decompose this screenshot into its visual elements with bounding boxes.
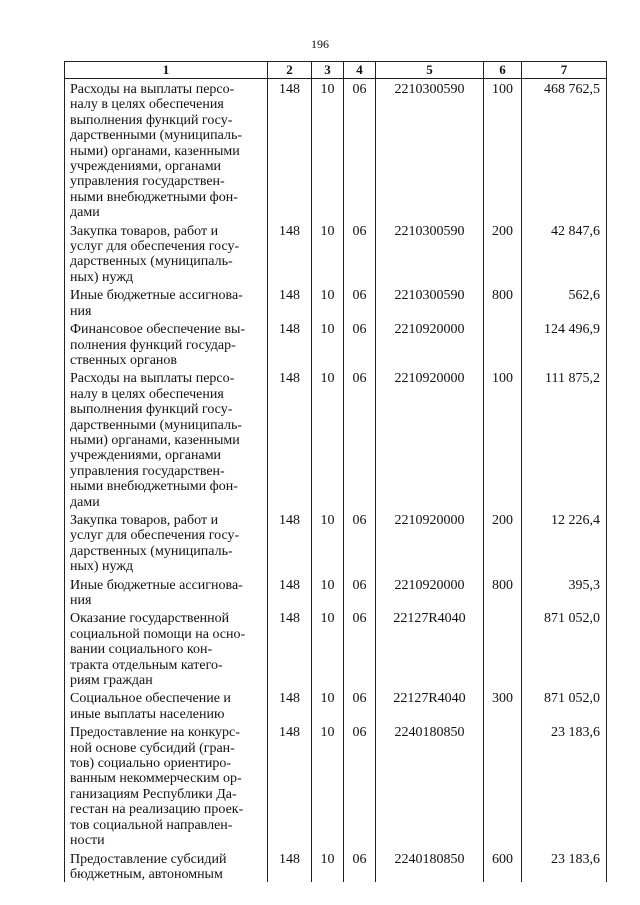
column-header: 5 [376, 62, 484, 79]
cell-c4: 06 [344, 849, 376, 883]
row-name-line: выполнения функций госу- [70, 402, 233, 418]
column-header: 3 [312, 62, 344, 79]
row-name-line: полнения функций государ- [70, 337, 236, 353]
cell-c2: 148 [268, 285, 312, 319]
cell-c6: 800 [484, 575, 522, 609]
row-name-line: услуг для обеспечения госу- [70, 528, 240, 544]
row-name-line: ванным некоммерческим ор- [70, 771, 242, 787]
cell-c3: 10 [312, 319, 344, 368]
cell-c5: 2210300590 [376, 79, 484, 221]
header-row [65, 62, 607, 79]
row-name [65, 575, 268, 609]
cell-c3: 10 [312, 608, 344, 688]
row-name [65, 722, 268, 848]
cell-c5: 22127R4040 [376, 688, 484, 722]
table-row [65, 510, 607, 575]
table-row [65, 368, 607, 510]
row-name-line: ности [70, 833, 105, 849]
cell-c5: 2210920000 [376, 510, 484, 575]
row-name-line: ных) нужд [70, 269, 134, 285]
row-name [65, 608, 268, 688]
table-row [65, 608, 607, 688]
row-name-line: Предоставление на конкурс- [70, 725, 240, 741]
column-header: 1 [65, 62, 268, 79]
row-name-line: Оказание государственной [70, 611, 230, 627]
row-name-line: ной основе субсидий (гран- [70, 740, 235, 756]
row-name [65, 688, 268, 722]
row-name-line: дами [70, 205, 100, 221]
cell-c3: 10 [312, 722, 344, 848]
row-name-line: ственных органов [70, 352, 178, 368]
table-row [65, 285, 607, 319]
row-name-line: Расходы на выплаты персо- [70, 82, 235, 97]
row-name-line: Социальное обеспечение и [70, 691, 231, 707]
cell-c5: 2240180850 [376, 849, 484, 883]
cell-c2: 148 [268, 688, 312, 722]
row-name-line: Расходы на выплаты персо- [70, 371, 235, 387]
cell-c7: 468 762,5 [522, 79, 607, 221]
cell-c7: 871 052,0 [522, 688, 607, 722]
row-name-line: тов социальной направлен- [70, 817, 233, 833]
cell-c4: 06 [344, 510, 376, 575]
row-name-line: ными внебюджетными фон- [70, 479, 238, 495]
row-name-line: ными внебюджетными фон- [70, 189, 238, 205]
cell-c4: 06 [344, 285, 376, 319]
cell-c6: 100 [484, 79, 522, 221]
row-name-line: ния [70, 303, 92, 319]
cell-c5: 2210920000 [376, 575, 484, 609]
cell-c2: 148 [268, 722, 312, 848]
cell-c6 [484, 319, 522, 368]
column-header: 6 [484, 62, 522, 79]
cell-c4: 06 [344, 575, 376, 609]
table-body [65, 79, 607, 883]
cell-c6: 200 [484, 510, 522, 575]
cell-c4: 06 [344, 79, 376, 221]
cell-c2: 148 [268, 319, 312, 368]
column-header: 7 [522, 62, 607, 79]
row-name [65, 368, 268, 510]
row-name-line: дарственными (муниципаль- [70, 128, 243, 144]
cell-c2: 148 [268, 79, 312, 221]
cell-c7: 395,3 [522, 575, 607, 609]
cell-c5: 2210920000 [376, 319, 484, 368]
table-row [65, 575, 607, 609]
row-name-line: выполнения функций госу- [70, 112, 233, 128]
cell-c2: 148 [268, 221, 312, 286]
row-name-line: учреждениями, органами [70, 448, 222, 464]
cell-c3: 10 [312, 688, 344, 722]
cell-c3: 10 [312, 368, 344, 510]
row-name-line: ными) органами, казенными [70, 432, 240, 448]
column-header: 2 [268, 62, 312, 79]
table-row [65, 79, 607, 221]
cell-c4: 06 [344, 319, 376, 368]
cell-c2: 148 [268, 368, 312, 510]
budget-table [64, 61, 607, 882]
row-name-line: услуг для обеспечения госу- [70, 239, 240, 255]
cell-c7: 23 183,6 [522, 722, 607, 848]
cell-c7: 42 847,6 [522, 221, 607, 286]
cell-c6: 200 [484, 221, 522, 286]
cell-c5: 22127R4040 [376, 608, 484, 688]
row-name-line: дарственных (муниципаль- [70, 254, 233, 270]
row-name-line: дарственными (муниципаль- [70, 417, 243, 433]
cell-c5: 2240180850 [376, 722, 484, 848]
cell-c2: 148 [268, 849, 312, 883]
row-name-line: Финансовое обеспечение вы- [70, 322, 246, 338]
page-number: 196 [311, 37, 329, 51]
table-row [65, 319, 607, 368]
cell-c6: 100 [484, 368, 522, 510]
cell-c2: 148 [268, 575, 312, 609]
row-name-line: Иные бюджетные ассигнова- [70, 288, 243, 304]
cell-c7: 871 052,0 [522, 608, 607, 688]
row-name-line: ных) нужд [70, 559, 134, 575]
row-name-line: управления государствен- [70, 174, 225, 190]
row-name-line: вании социального кон- [70, 642, 213, 658]
row-name-line: Предоставление субсидий [70, 851, 227, 867]
cell-c4: 06 [344, 722, 376, 848]
cell-c3: 10 [312, 285, 344, 319]
cell-c6: 800 [484, 285, 522, 319]
cell-c4: 06 [344, 368, 376, 510]
table-row [65, 221, 607, 286]
row-name-line: тракта отдельным катего- [70, 657, 223, 673]
row-name-line: ными) органами, казенными [70, 143, 240, 159]
row-name-line: управления государствен- [70, 463, 225, 479]
row-name-line: дами [70, 494, 100, 510]
cell-c5: 2210300590 [376, 285, 484, 319]
cell-c2: 148 [268, 608, 312, 688]
row-name-line: налу в целях обеспечения [70, 386, 224, 402]
row-name [65, 285, 268, 319]
row-name-line: ганизациям Республики Да- [70, 786, 237, 802]
cell-c7: 562,6 [522, 285, 607, 319]
row-name-line: тов) социально ориентиро- [70, 756, 232, 772]
row-name-line: Закупка товаров, работ и [70, 512, 219, 528]
row-name-line: Иные бюджетные ассигнова- [70, 577, 243, 593]
cell-c4: 06 [344, 608, 376, 688]
cell-c6 [484, 722, 522, 848]
cell-c4: 06 [344, 221, 376, 286]
table-row [65, 688, 607, 722]
row-name-line: иные выплаты населению [70, 706, 225, 722]
cell-c3: 10 [312, 79, 344, 221]
column-header: 4 [344, 62, 376, 79]
cell-c3: 10 [312, 575, 344, 609]
row-name-line: ния [70, 593, 92, 608]
cell-c5: 2210300590 [376, 221, 484, 286]
cell-c2: 148 [268, 510, 312, 575]
cell-c7: 23 183,6 [522, 849, 607, 883]
row-name-line: риям граждан [70, 673, 153, 689]
cell-c6: 300 [484, 688, 522, 722]
table-row [65, 722, 607, 848]
row-name-line: Закупка товаров, работ и [70, 223, 219, 239]
cell-c5: 2210920000 [376, 368, 484, 510]
cell-c7: 12 226,4 [522, 510, 607, 575]
row-name [65, 79, 268, 221]
cell-c3: 10 [312, 221, 344, 286]
row-name-line: социальной помощи на осно- [70, 626, 246, 642]
cell-c6: 600 [484, 849, 522, 883]
row-name-line: дарственных (муниципаль- [70, 543, 233, 559]
row-name [65, 849, 268, 883]
row-name-line: учреждениями, органами [70, 159, 222, 175]
row-name-line: налу в целях обеспечения [70, 97, 224, 113]
row-name [65, 221, 268, 286]
row-name [65, 319, 268, 368]
cell-c4: 06 [344, 688, 376, 722]
row-name-line: бюджетным, автономным [70, 866, 223, 882]
row-name [65, 510, 268, 575]
cell-c3: 10 [312, 849, 344, 883]
cell-c3: 10 [312, 510, 344, 575]
cell-c7: 111 875,2 [522, 368, 607, 510]
row-name-line: гестан на реализацию проек- [70, 802, 244, 818]
cell-c7: 124 496,9 [522, 319, 607, 368]
table-row [65, 849, 607, 883]
cell-c6 [484, 608, 522, 688]
